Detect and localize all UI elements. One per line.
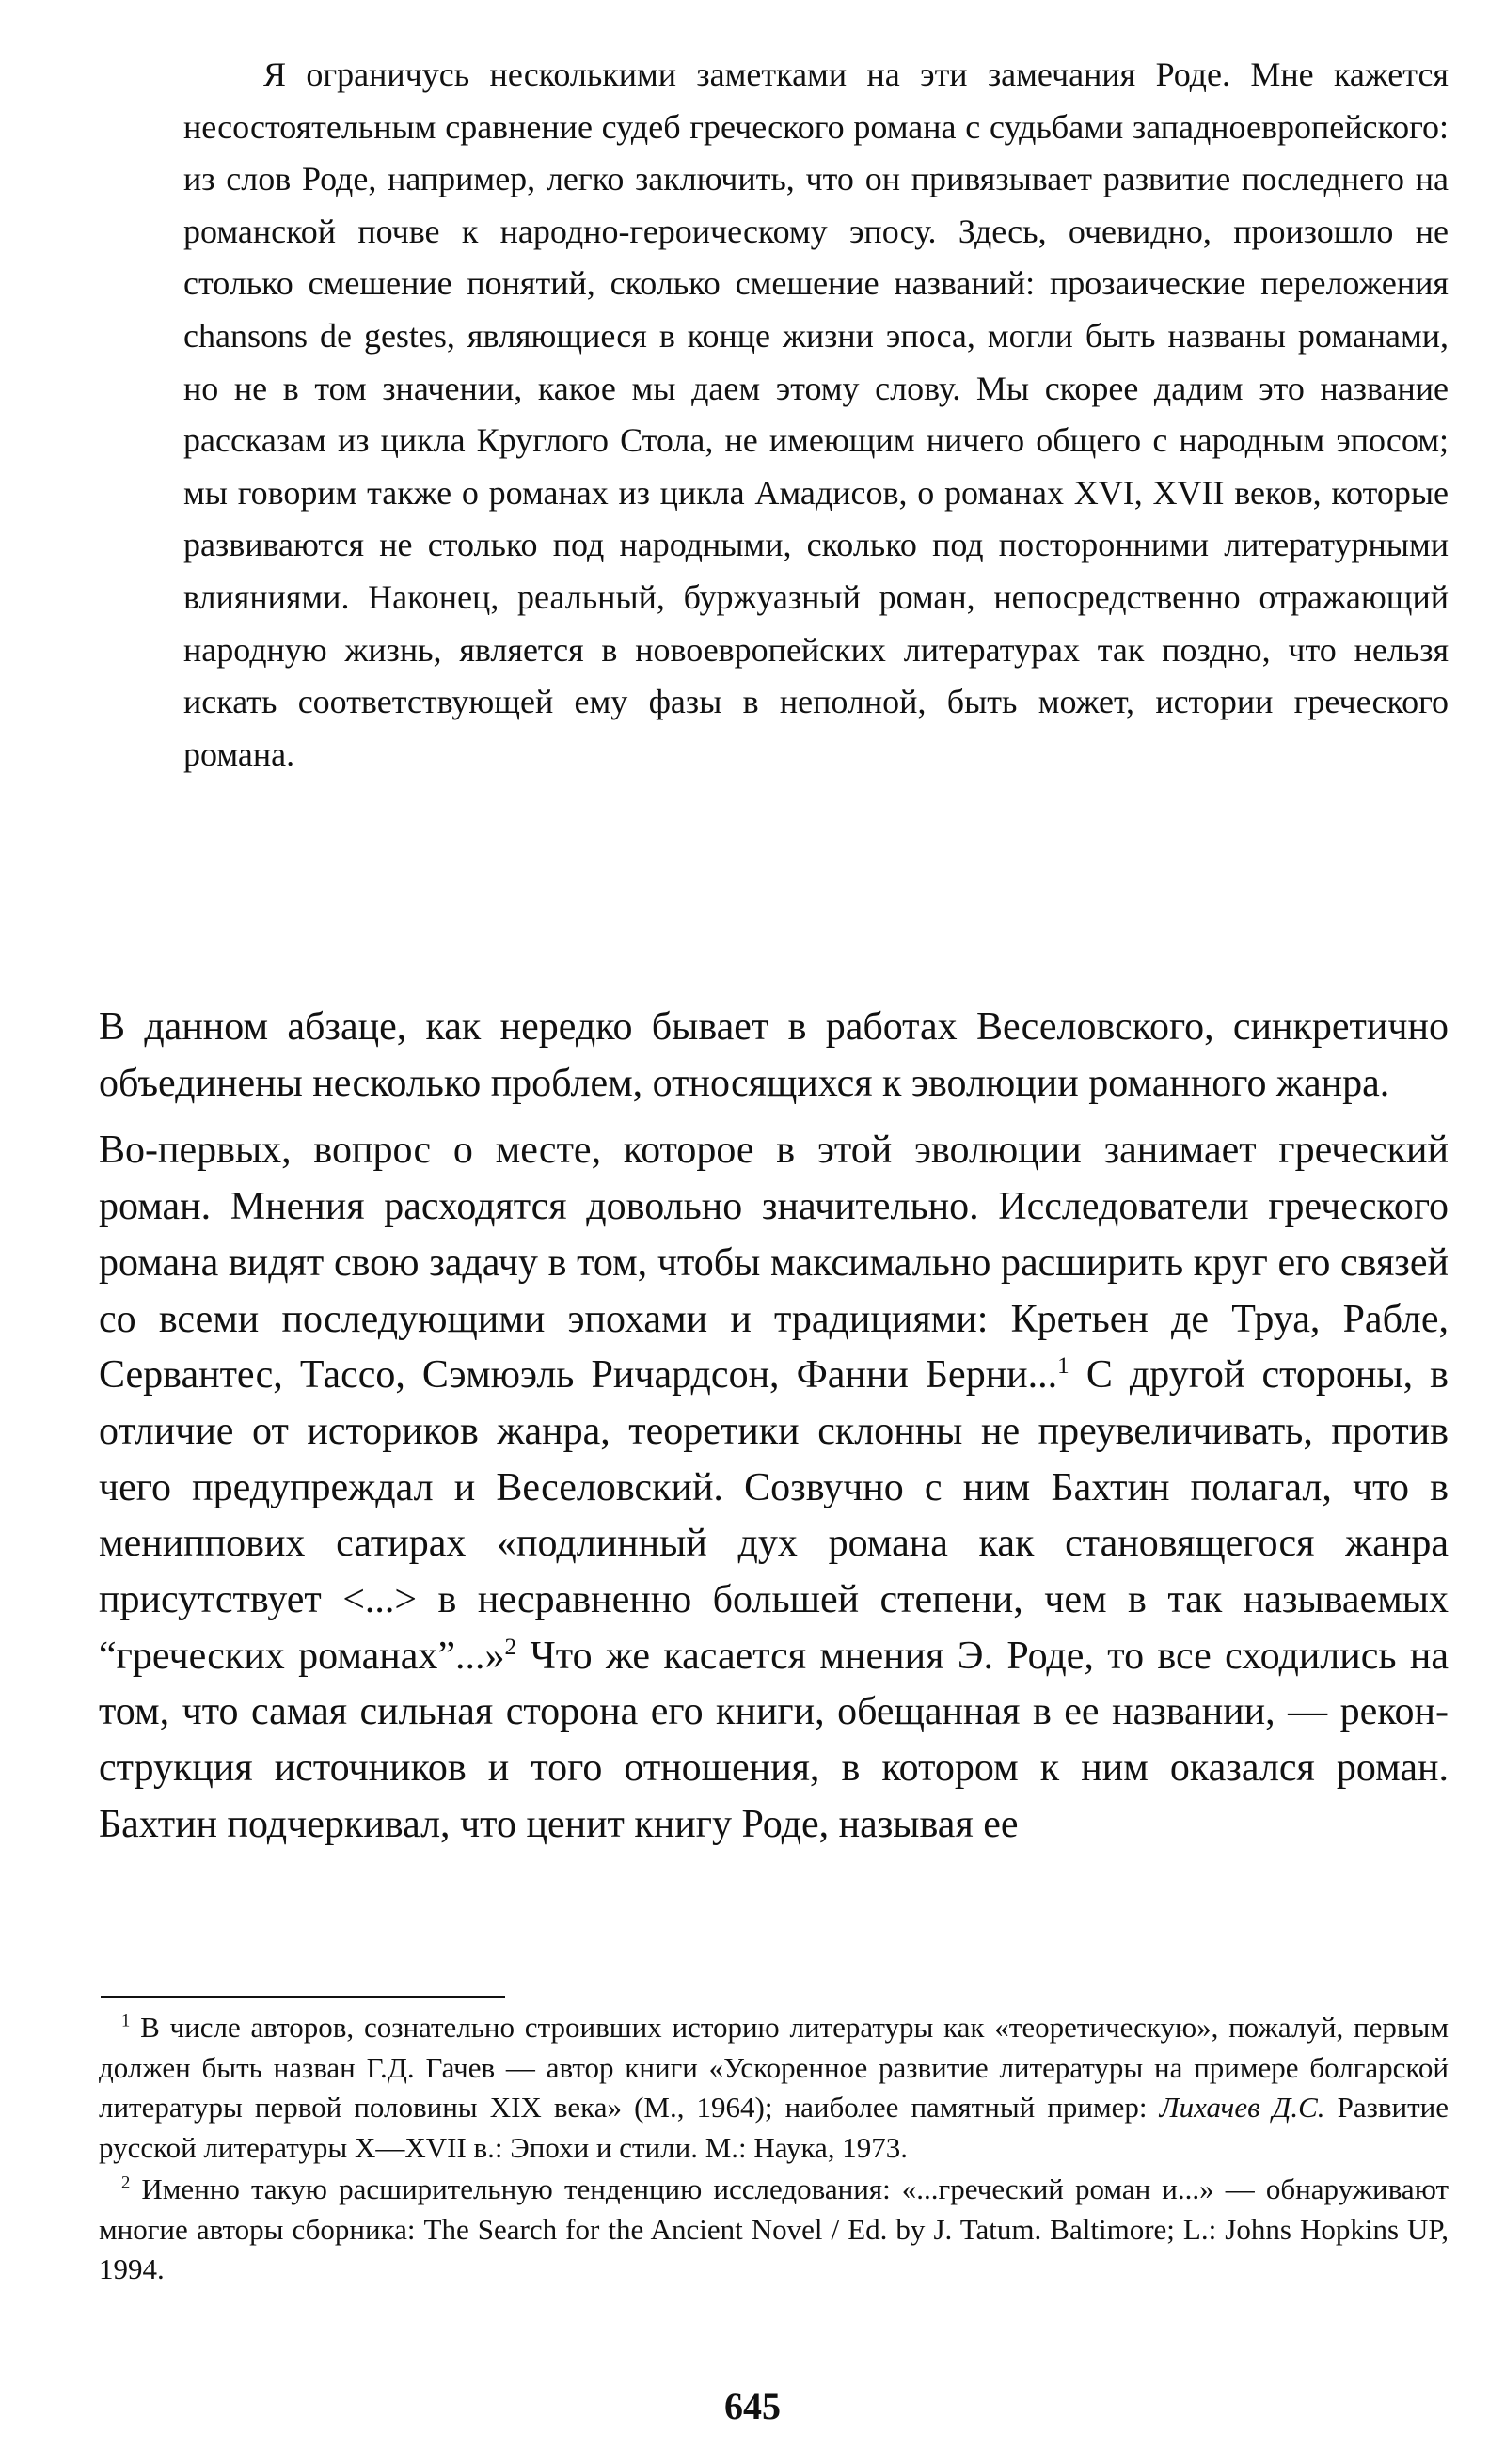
- footnote-1-text-b: Развитие русской литературы X—XVII в.: Эпохи и стили. М.: Наука, 1973.: [99, 2091, 1449, 2164]
- footnote-1-text-a: В числе авторов, сознательно строивших историю литературы как «теоретическую», пожалуй, первым должен быть назван Г.Д. Гачев — автор книги «Ускоренное развитие литературы на примере болгарской литературы первой половины XIX века» (М., 1964); наиболее памятный пример:: [99, 2011, 1449, 2124]
- quote-paragraph: Я ограничусь несколькими заметками на эти замечания Роде. Мне кажется несостоятельным сравнение судеб греческого романа с судьбами западноевропейского: из слов Роде, например, легко заключить, что он привязывает развитие последнего на романской почве к народно-героическому эпосу. Здесь, очевидно, произошло не столько смешение понятий, сколько смешение названий: прозаические переложения chansons de gestes, являющиеся в конце жизни эпоса, могли быть названы романами, но не в том значении, какое мы даем этому слову. Мы скорее дадим это название рассказам из цикла Круглого Стола, не имеющим ничего общего с народным эпосом; мы говорим также о романах из цикла Амадисов, о романах XVI, XVII веков, которые развиваются не столько под народными, сколько под посторонними литературными влияниями. Наконец, реальный, буржуазный роман, непосредственно отражающий народную жизнь, является в новоевропейских литературах так поздно, что нельзя искать соответствующей ему фазы в неполной, быть может, истории греческого романа.: [183, 55, 1449, 773]
- footnotes: [99, 2008, 1449, 2292]
- footnote-ref-2: 2: [504, 1634, 517, 1660]
- footnote-ref-1: 1: [1057, 1353, 1069, 1380]
- body-paragraph-2-part-2: С другой стороны, в отличие от историков жанра, теоретики склонны не преувеличивать, против чего предупреждал и Веселовский. Созвучно с ним Бахтин полагал, что в мениппових сатирах «подлинный дух романа как становящегося жанра присутствует <...> в несравненно большей степени, чем в так называемых “греческих романах”...»: [99, 1353, 1449, 1678]
- body-paragraph-2-part-3: Что же касается мнения Э. Роде, то все сходились на том, что самая сильная сторона его книги, обещанная в ее названии, — реконструкция источников и того отношения, в котором к ним оказался роман. Бахтин подчеркивал, что ценит книгу Роде, называя ее: [99, 1634, 1449, 1846]
- footnote-2-number: 2: [121, 2172, 131, 2193]
- body-paragraph-1: В данном абзаце, как нередко бывает в работах Веселовского, синкретично объединены несколько проблем, относящихся к эволюции романного жанра.: [99, 1005, 1449, 1105]
- footnote-2: [99, 2170, 1449, 2290]
- footnote-2-text: Именно такую расширительную тенденцию исследования: «...греческий роман и...» — обнаруживают многие авторы сборника: The Search for the Ancient Novel / Ed. by J. Tatum. Baltimore; L.: Johns Hopkins UP, 1994.: [99, 2172, 1449, 2285]
- block-quote: [183, 49, 1449, 781]
- footnote-1-number: 1: [121, 2011, 131, 2031]
- footnote-1: [99, 2008, 1449, 2168]
- body-paragraph-2-part-1: Во-первых, вопрос о месте, которое в этой эволюции занимает греческий роман. Мнения расходятся довольно значительно. Исследователи греческого романа видят свою задачу в том, чтобы максимально расширить круг его связей со всеми последующими эпохами и традициями: Кретьен де Труа, Рабле, Сервантес, Тассо, Сэмюэль Ричардсон, Фанни Берни...: [99, 1129, 1449, 1398]
- footnote-1-author: Лихачев Д.С.: [1159, 2091, 1325, 2124]
- page-number: 645: [724, 2385, 781, 2427]
- footnote-separator: [101, 1996, 505, 1998]
- main-text: [99, 1000, 1449, 1865]
- body-paragraph-2: [99, 1123, 1449, 1853]
